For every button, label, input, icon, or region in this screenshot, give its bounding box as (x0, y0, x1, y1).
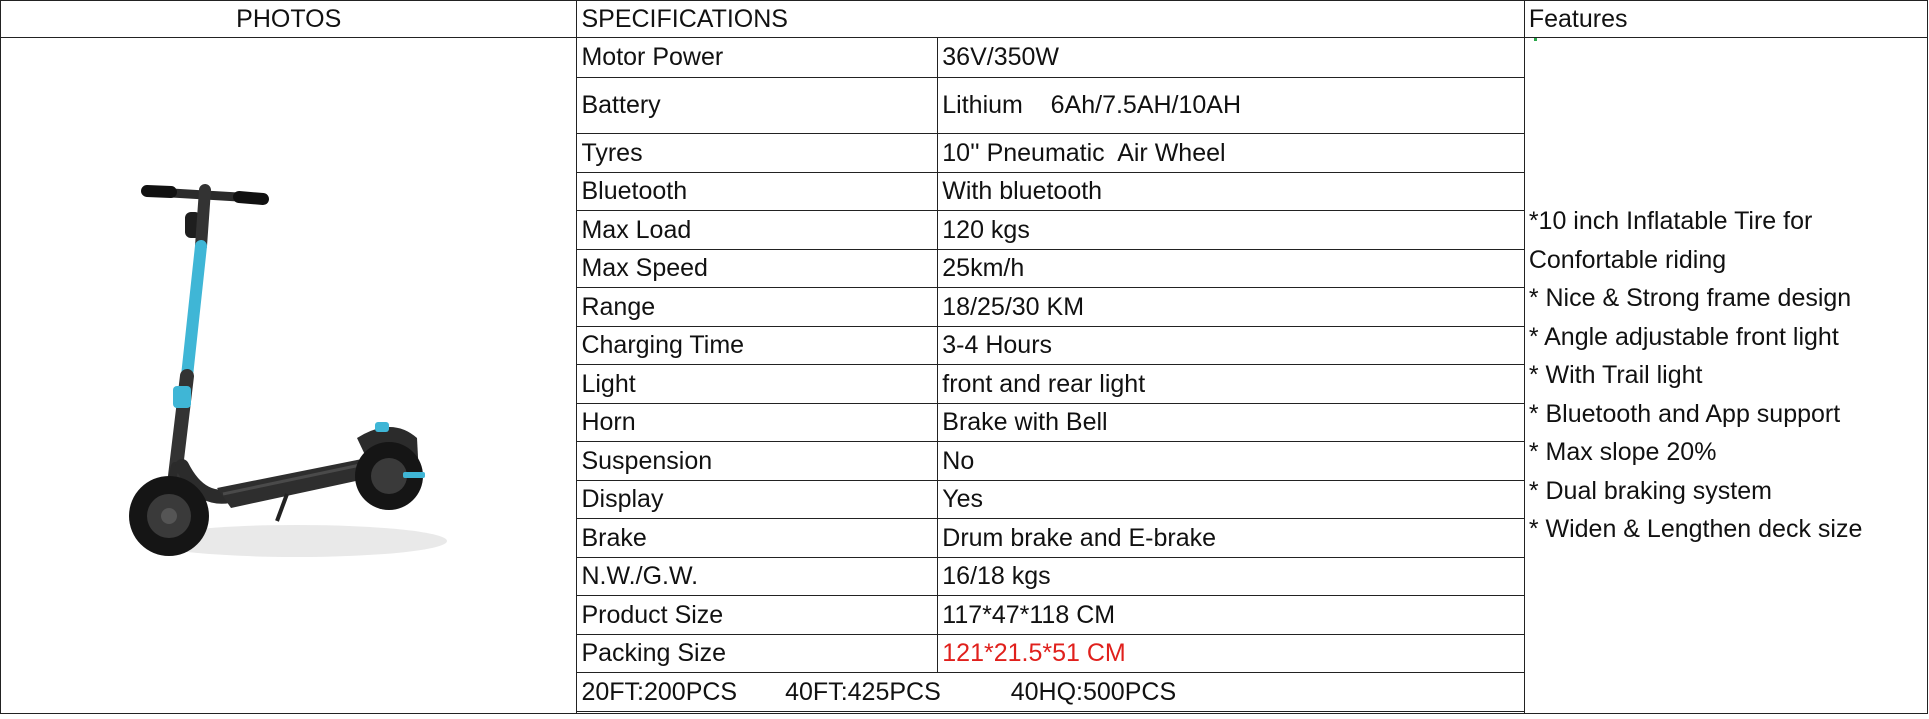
spec-label: Max Load (577, 211, 938, 250)
spec-label: Charging Time (577, 327, 938, 365)
spec-label: Max Speed (577, 250, 938, 288)
shipping-cell (577, 673, 1524, 712)
spacer-cell (577, 712, 1524, 714)
feature-item: * Dual braking system (1528, 476, 1772, 505)
feature-item: * Nice & Strong frame design (1528, 284, 1852, 313)
feature-item: *10 inch Inflatable Tire for (1528, 207, 1813, 236)
spec-value: 18/25/30 KM (938, 288, 1525, 327)
spec-label: Packing Size (577, 635, 938, 673)
spec-value: 120 kgs (938, 211, 1525, 250)
spec-label: Product Size (577, 596, 938, 635)
electric-scooter-icon (127, 176, 447, 576)
spec-label: Light (577, 365, 938, 404)
spec-label: Brake (577, 519, 938, 558)
shipping-40hq: 40HQ:500PCS (1010, 677, 1177, 706)
cell-marker (1534, 38, 1537, 41)
spec-value: No (938, 442, 1525, 481)
spec-value: Brake with Bell (938, 404, 1525, 442)
spec-value: 10'' Pneumatic Air Wheel (938, 134, 1525, 173)
feature-item: * Angle adjustable front light (1528, 322, 1839, 351)
features-header: Features (1524, 1, 1927, 38)
spec-value: 3-4 Hours (938, 327, 1525, 365)
spec-label: Range (577, 288, 938, 327)
spec-value: Drum brake and E-brake (938, 519, 1525, 558)
feature-item: * Widen & Lengthen deck size (1528, 515, 1863, 544)
spec-label: Bluetooth (577, 173, 938, 211)
spec-value: 16/18 kgs (938, 558, 1525, 596)
shipping-40ft: 40FT:425PCS (785, 677, 941, 706)
spec-label: Motor Power (577, 38, 938, 78)
specifications-header: SPECIFICATIONS (577, 1, 1524, 38)
spec-label: Display (577, 481, 938, 519)
spec-value: 117*47*118 CM (938, 596, 1525, 635)
spec-label: Battery (577, 78, 938, 134)
spec-value: 25km/h (938, 250, 1525, 288)
spec-value: With bluetooth (938, 173, 1525, 211)
header-row (1, 1, 1928, 38)
feature-item: * Max slope 20% (1528, 438, 1717, 467)
photos-header: PHOTOS (1, 1, 577, 38)
spec-value: Yes (938, 481, 1525, 519)
photo-cell (1, 38, 577, 714)
spec-value: 36V/350W (938, 38, 1525, 78)
spec-value: front and rear light (938, 365, 1525, 404)
features-cell (1524, 38, 1927, 714)
table-row (1, 38, 1928, 78)
spec-label: Tyres (577, 134, 938, 173)
shipping-20ft: 20FT:200PCS (581, 677, 738, 706)
packing-size-value: 121*21.5*51 CM (938, 635, 1525, 673)
spec-label: Suspension (577, 442, 938, 481)
spec-value: Lithium 6Ah/7.5AH/10AH (938, 78, 1525, 134)
feature-item: Confortable riding (1528, 245, 1727, 274)
spec-label: Horn (577, 404, 938, 442)
feature-item: * Bluetooth and App support (1528, 399, 1841, 428)
spec-label: N.W./G.W. (577, 558, 938, 596)
feature-item: * With Trail light (1528, 361, 1703, 390)
